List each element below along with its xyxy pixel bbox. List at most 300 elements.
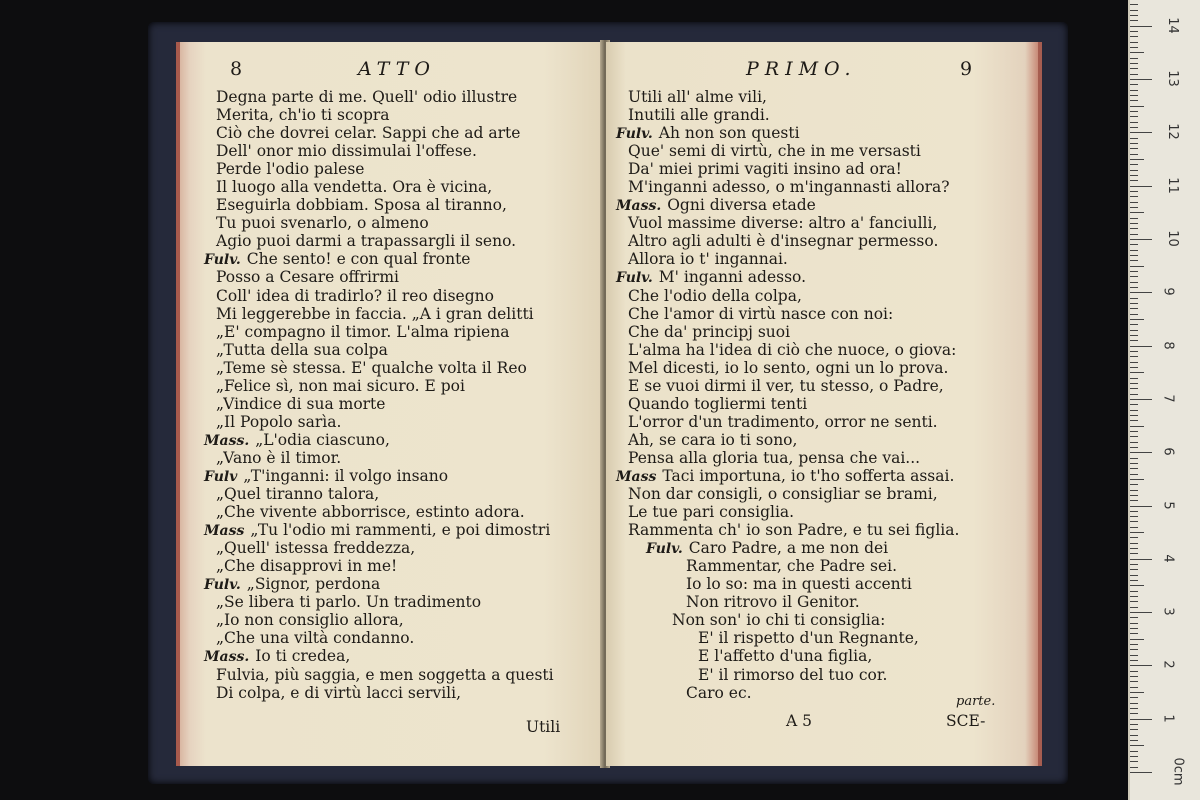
signature-mark: A 5: [786, 712, 812, 730]
ruler-tick: [1130, 639, 1144, 640]
ruler-tick: [1130, 660, 1138, 661]
ruler-tick: [1130, 420, 1138, 421]
line-text: „Se libera ti parlo. Un tradimento: [216, 593, 482, 612]
ruler-number: 12: [1164, 123, 1180, 141]
ruler-number: 8: [1160, 340, 1176, 350]
line-text: Non dar consigli, o consigliar se brami,: [628, 485, 938, 504]
text-line: [204, 250, 554, 268]
ruler-tick: [1130, 74, 1138, 75]
ruler-tick: [1130, 31, 1138, 32]
ruler-tick: [1130, 500, 1138, 501]
ruler-tick: [1130, 234, 1138, 235]
ruler-tick: [1130, 521, 1138, 522]
line-text: E' il rispetto d'un Regnante,: [698, 629, 919, 648]
line-text: Fulvia, più saggia, e men soggetta a questi: [216, 665, 554, 684]
line-text: „Felice sì, non mai sicuro. E poi: [216, 376, 465, 395]
line-text: Che da' principj suoi: [628, 322, 791, 341]
line-text: „Quell' istessa freddezza,: [216, 539, 416, 558]
ruler-tick: [1130, 415, 1138, 416]
ruler-tick: [1130, 250, 1138, 251]
left-running-head: ATTO: [358, 58, 436, 80]
text-line: [616, 449, 959, 467]
text-line: [204, 196, 554, 214]
ruler-tick: [1130, 52, 1144, 53]
ruler-tick: [1130, 671, 1138, 672]
text-line: [204, 431, 554, 449]
text-line: [204, 124, 554, 142]
ruler-tick: [1130, 84, 1138, 85]
ruler-tick: [1130, 351, 1138, 352]
line-text: „Io non consiglio allora,: [216, 611, 404, 630]
line-text: „Vano è il timor.: [216, 448, 342, 467]
ruler-tick: [1130, 537, 1138, 538]
text-line: [616, 593, 959, 611]
text-line: [616, 106, 959, 124]
line-text: „Signor, perdona: [246, 575, 381, 594]
line-text: Taci importuna, io t'ho sofferta assai.: [662, 466, 955, 485]
line-text: Perde l'odio palese: [216, 160, 365, 179]
ruler-tick: [1130, 378, 1138, 379]
ruler-tick: [1130, 42, 1138, 43]
text-line: [204, 539, 554, 557]
line-text: Rammenta ch' io son Padre, e tu sei figlia.: [628, 521, 960, 540]
ruler-tick: [1130, 506, 1152, 507]
ruler-tick: [1130, 255, 1138, 256]
line-text: Agio puoi darmi a trapassargli il seno.: [216, 232, 517, 251]
ruler-tick: [1130, 58, 1138, 59]
ruler-tick: [1130, 319, 1144, 320]
text-line: [616, 629, 959, 647]
text-line: [616, 539, 959, 557]
ruler-tick: [1130, 282, 1138, 283]
ruler-tick: [1130, 362, 1138, 363]
ruler-tick: [1130, 132, 1152, 133]
line-text: Io lo so: ma in questi accenti: [686, 575, 912, 594]
ruler-tick: [1130, 601, 1138, 602]
ruler-tick: [1130, 452, 1152, 453]
speaker-label: Mass: [616, 468, 657, 485]
line-text: „Il Popolo sarìa.: [216, 412, 342, 431]
text-line: [204, 341, 554, 359]
line-text: Non ritrovo il Genitor.: [686, 593, 860, 612]
text-line: [616, 305, 959, 323]
text-line: [204, 485, 554, 503]
ruler-tick: [1130, 90, 1138, 91]
text-line: [616, 395, 959, 413]
ruler-number: 13: [1164, 70, 1180, 87]
line-text: Dell' onor mio dissimulai l'offese.: [216, 142, 477, 161]
line-text: Che l'amor di virtù nasce con noi:: [628, 304, 894, 323]
line-text: Che l'odio della colpa,: [628, 286, 802, 305]
ruler-tick: [1130, 372, 1144, 373]
text-line: [616, 359, 959, 377]
ruler-tick: [1130, 649, 1138, 650]
ruler-tick: [1130, 559, 1152, 560]
right-text-block: [616, 88, 959, 702]
ruler-tick: [1130, 303, 1138, 304]
line-text: „Teme sè stessa. E' qualche volta il Reo: [216, 358, 527, 377]
line-text: Mi leggerebbe in faccia. „A i gran delitti: [216, 304, 534, 323]
speaker-label: Fulv.: [204, 252, 241, 269]
text-line: [616, 647, 959, 665]
ruler-tick: [1130, 356, 1138, 357]
text-line: [204, 268, 554, 286]
ruler-tick: [1130, 703, 1138, 704]
line-text: E l'affetto d'una figlia,: [698, 647, 873, 666]
ruler-tick: [1130, 164, 1138, 165]
text-line: [204, 575, 554, 593]
line-text: Pensa alla gloria tua, pensa che vai...: [628, 448, 921, 467]
text-line: [204, 629, 554, 647]
ruler-number: 14: [1164, 17, 1180, 34]
ruler-tick: [1130, 186, 1152, 187]
line-text: Ciò che dovrei celar. Sappi che ad arte: [216, 124, 521, 143]
ruler-tick: [1130, 580, 1138, 581]
ruler-tick: [1130, 314, 1138, 315]
ruler-tick: [1130, 468, 1138, 469]
ruler-tick: [1130, 751, 1138, 752]
text-line: [204, 214, 554, 232]
ruler-tick: [1130, 724, 1138, 725]
text-line: [616, 232, 959, 250]
speaker-label: Fulv.: [646, 541, 683, 558]
ruler-tick: [1130, 159, 1144, 160]
ruler-tick: [1130, 484, 1138, 485]
ruler-tick: [1130, 516, 1138, 517]
line-text: Altro agli adulti è d'insegnar permesso.: [628, 232, 939, 251]
text-line: [616, 557, 959, 575]
right-page-number: 9: [960, 58, 973, 80]
ruler-tick: [1130, 36, 1138, 37]
ruler-tick: [1130, 474, 1138, 475]
text-line: [204, 503, 554, 521]
line-text: Quando togliermi tenti: [628, 394, 808, 413]
ruler-tick: [1130, 756, 1138, 757]
text-line: [616, 196, 959, 214]
ruler-tick: [1130, 191, 1138, 192]
line-text: „Quel tiranno talora,: [216, 485, 380, 504]
ruler-tick: [1130, 628, 1138, 629]
left-page: [176, 42, 608, 766]
ruler-tick: [1130, 340, 1138, 341]
line-text: Di colpa, e di virtù lacci servili,: [216, 683, 462, 702]
text-line: [204, 323, 554, 341]
ruler-tick: [1130, 266, 1144, 267]
left-page-number: 8: [230, 58, 243, 80]
ruler-tick: [1130, 367, 1138, 368]
text-line: [616, 341, 959, 359]
text-line: [616, 684, 959, 702]
ruler-tick: [1130, 170, 1138, 171]
ruler-tick: [1130, 697, 1138, 698]
text-line: [616, 124, 959, 142]
ruler-tick: [1130, 495, 1138, 496]
ruler-tick: [1130, 655, 1138, 656]
ruler-tick: [1130, 239, 1152, 240]
text-line: [616, 250, 959, 268]
ruler-tick: [1130, 436, 1138, 437]
line-text: Que' semi di virtù, che in me versasti: [628, 142, 921, 161]
ruler-tick: [1130, 276, 1138, 277]
ruler-number: 2: [1160, 660, 1176, 670]
ruler-tick: [1130, 287, 1138, 288]
ruler-number: 3: [1160, 607, 1176, 616]
ruler-tick: [1130, 330, 1138, 331]
text-line: [204, 160, 554, 178]
text-line: [204, 142, 554, 160]
ruler-tick: [1130, 106, 1144, 107]
ruler-tick: [1130, 10, 1138, 11]
line-text: Il luogo alla vendetta. Ora è vicina,: [216, 178, 493, 197]
line-text: „Vindice di sua morte: [216, 394, 386, 413]
ruler-tick: [1130, 585, 1144, 586]
ruler-tick: [1130, 692, 1144, 693]
text-line: [204, 106, 554, 124]
line-text: „T'inganni: il volgo insano: [243, 466, 449, 485]
ruler-tick: [1130, 100, 1138, 101]
line-text: Caro ec.: [686, 683, 752, 702]
ruler-tick: [1130, 68, 1138, 69]
text-line: [616, 214, 959, 232]
speaker-label: Fulv: [204, 468, 238, 485]
text-line: [204, 359, 554, 377]
ruler-number: 7: [1160, 394, 1176, 403]
ruler-tick: [1130, 575, 1138, 576]
line-text: „E' compagno il timor. L'alma ripiena: [216, 322, 510, 341]
text-line: [204, 178, 554, 196]
ruler-tick: [1130, 180, 1138, 181]
ruler-tick: [1130, 447, 1138, 448]
text-line: [204, 684, 554, 702]
line-text: Merita, ch'io ti scopra: [216, 106, 390, 125]
ruler-tick: [1130, 591, 1138, 592]
text-line: [616, 666, 959, 684]
speaker-label: Fulv.: [204, 577, 241, 594]
ruler-tick: [1130, 442, 1138, 443]
text-line: [616, 377, 959, 395]
ruler-tick: [1130, 767, 1138, 768]
ruler-tick: [1130, 665, 1152, 666]
speaker-label: Fulv.: [616, 126, 653, 143]
ruler-tick: [1130, 26, 1152, 27]
line-text: „Tu l'odio mi rammenti, e poi dimostri: [250, 521, 551, 540]
text-line: [616, 521, 959, 539]
line-text: E se vuoi dirmi il ver, tu stesso, o Padre,: [628, 376, 944, 395]
ruler-tick: [1130, 548, 1138, 549]
ruler-tick: [1130, 676, 1138, 677]
line-text: „L'odia ciascuno,: [255, 430, 390, 449]
ruler-tick: [1130, 383, 1138, 384]
ruler-tick: [1130, 244, 1138, 245]
line-text: Eseguirla dobbiam. Sposa al tiranno,: [216, 196, 507, 215]
right-running-head: PRIMO.: [746, 58, 857, 80]
ruler-number: 5: [1160, 500, 1176, 510]
ruler-tick: [1130, 740, 1138, 741]
ruler-number: 10: [1164, 230, 1180, 247]
ruler-tick: [1130, 532, 1144, 533]
ruler-tick: [1130, 687, 1138, 688]
line-text: M' inganni adesso.: [658, 268, 807, 287]
ruler-tick: [1130, 569, 1138, 570]
left-catchword: Utili: [526, 718, 561, 736]
ruler-number: 4: [1160, 554, 1176, 563]
ruler-tick: [1130, 633, 1138, 634]
ruler-tick: [1130, 15, 1138, 16]
ruler-tick: [1130, 431, 1138, 432]
ruler-tick: [1130, 95, 1138, 96]
right-page: [606, 42, 1042, 766]
exit-direction: parte.: [956, 694, 996, 709]
line-text: Io ti credea,: [255, 647, 351, 666]
text-line: [204, 413, 554, 431]
ruler-tick: [1130, 399, 1152, 400]
ruler-tick: [1130, 708, 1138, 709]
ruler-tick: [1130, 196, 1138, 197]
text-line: [616, 467, 959, 485]
text-line: [204, 593, 554, 611]
ruler-tick: [1130, 218, 1138, 219]
measurement-ruler: [1128, 0, 1200, 800]
ruler-tick: [1130, 20, 1138, 21]
line-text: Allora io t' ingannai.: [628, 250, 788, 269]
ruler-tick: [1130, 324, 1138, 325]
text-line: [616, 142, 959, 160]
ruler-number: 6: [1160, 447, 1176, 456]
ruler-tick: [1130, 404, 1138, 405]
ruler-number: 0cm: [1170, 757, 1186, 786]
ruler-tick: [1130, 410, 1138, 411]
line-text: Che sento! e con qual fronte: [246, 250, 471, 269]
ruler-tick: [1130, 745, 1144, 746]
left-text-block: [204, 88, 554, 702]
speaker-label: Fulv.: [616, 270, 653, 287]
line-text: Degna parte di me. Quell' odio illustre: [216, 88, 518, 106]
speaker-label: Mass.: [204, 432, 250, 449]
speaker-label: Mass.: [204, 649, 250, 666]
ruler-number: 1: [1160, 714, 1176, 723]
line-text: Le tue pari consiglia.: [628, 503, 795, 522]
ruler-tick: [1130, 511, 1138, 512]
ruler-tick: [1130, 735, 1138, 736]
ruler-tick: [1130, 564, 1138, 565]
ruler-tick: [1130, 223, 1138, 224]
ruler-tick: [1130, 138, 1138, 139]
ruler-tick: [1130, 490, 1138, 491]
text-line: [204, 88, 554, 106]
line-text: „Tutta della sua colpa: [216, 340, 388, 359]
ruler-tick: [1130, 761, 1138, 762]
text-line: [616, 485, 959, 503]
ruler-tick: [1130, 292, 1152, 293]
text-line: [204, 647, 554, 665]
line-text: Utili all' alme vili,: [628, 88, 767, 106]
ruler-tick: [1130, 543, 1138, 544]
ruler-tick: [1130, 346, 1152, 347]
text-line: [616, 323, 959, 341]
ruler-tick: [1130, 463, 1138, 464]
ruler-tick: [1130, 127, 1138, 128]
text-line: [616, 88, 959, 106]
text-line: [204, 467, 554, 485]
line-text: „Che vivente abborrisce, estinto adora.: [216, 503, 525, 522]
line-text: Caro Padre, a me non dei: [688, 539, 889, 558]
speaker-label: Mass: [204, 523, 245, 540]
ruler-tick: [1130, 458, 1138, 459]
text-line: [616, 575, 959, 593]
speaker-label: Mass.: [616, 198, 662, 215]
line-text: „Che una viltà condanno.: [216, 629, 415, 648]
ruler-tick: [1130, 207, 1138, 208]
text-line: [204, 611, 554, 629]
ruler-tick: [1130, 596, 1138, 597]
ruler-tick: [1130, 298, 1138, 299]
line-text: Inutili alle grandi.: [628, 106, 770, 125]
line-text: Mel dicesti, io lo sento, ogni un lo prova.: [628, 358, 949, 377]
ruler-tick: [1130, 271, 1138, 272]
text-line: [204, 232, 554, 250]
ruler-tick: [1130, 335, 1138, 336]
text-line: [616, 178, 959, 196]
ruler-tick: [1130, 111, 1138, 112]
line-text: Da' miei primi vagiti insino ad ora!: [628, 160, 902, 179]
ruler-number: 11: [1164, 176, 1180, 194]
line-text: E' il rimorso del tuo cor.: [698, 665, 888, 684]
text-line: [204, 377, 554, 395]
ruler-tick: [1130, 175, 1138, 176]
ruler-tick: [1130, 47, 1138, 48]
ruler-tick: [1130, 719, 1152, 720]
line-text: Coll' idea di tradirlo? il reo disegno: [216, 286, 494, 305]
ruler-tick: [1130, 122, 1138, 123]
text-line: [616, 431, 959, 449]
ruler-tick: [1130, 154, 1138, 155]
ruler-tick: [1130, 553, 1138, 554]
ruler-number: 9: [1160, 287, 1176, 296]
line-text: Non son' io chi ti consiglia:: [672, 611, 886, 630]
line-text: Tu puoi svenarlo, o almeno: [216, 214, 429, 233]
ruler-tick: [1130, 308, 1138, 309]
ruler-tick: [1130, 212, 1144, 213]
ruler-tick: [1130, 148, 1138, 149]
line-text: Posso a Cesare offrirmi: [216, 268, 399, 287]
text-line: [616, 287, 959, 305]
ruler-tick: [1130, 607, 1138, 608]
ruler-tick: [1130, 729, 1138, 730]
ruler-tick: [1130, 260, 1138, 261]
text-line: [204, 395, 554, 413]
ruler-tick: [1130, 116, 1138, 117]
line-text: L'orror d'un tradimento, orror ne senti.: [628, 412, 938, 431]
line-text: Vuol massime diverse: altro a' fanciulli,: [628, 214, 938, 233]
line-text: Ah non son questi: [658, 124, 800, 143]
ruler-tick: [1130, 617, 1138, 618]
text-line: [204, 449, 554, 467]
ruler-tick: [1130, 388, 1138, 389]
ruler-tick: [1130, 612, 1152, 613]
text-line: [616, 503, 959, 521]
text-line: [204, 305, 554, 323]
ruler-tick: [1130, 202, 1138, 203]
text-line: [616, 268, 959, 286]
line-text: L'alma ha l'idea di ciò che nuoce, o giova:: [628, 340, 957, 359]
ruler-tick: [1130, 772, 1152, 773]
ruler-tick: [1130, 63, 1138, 64]
line-text: Rammentar, che Padre sei.: [686, 557, 898, 576]
text-line: [616, 611, 959, 629]
ruler-tick: [1130, 143, 1138, 144]
text-line: [204, 666, 554, 684]
ruler-tick: [1130, 681, 1138, 682]
